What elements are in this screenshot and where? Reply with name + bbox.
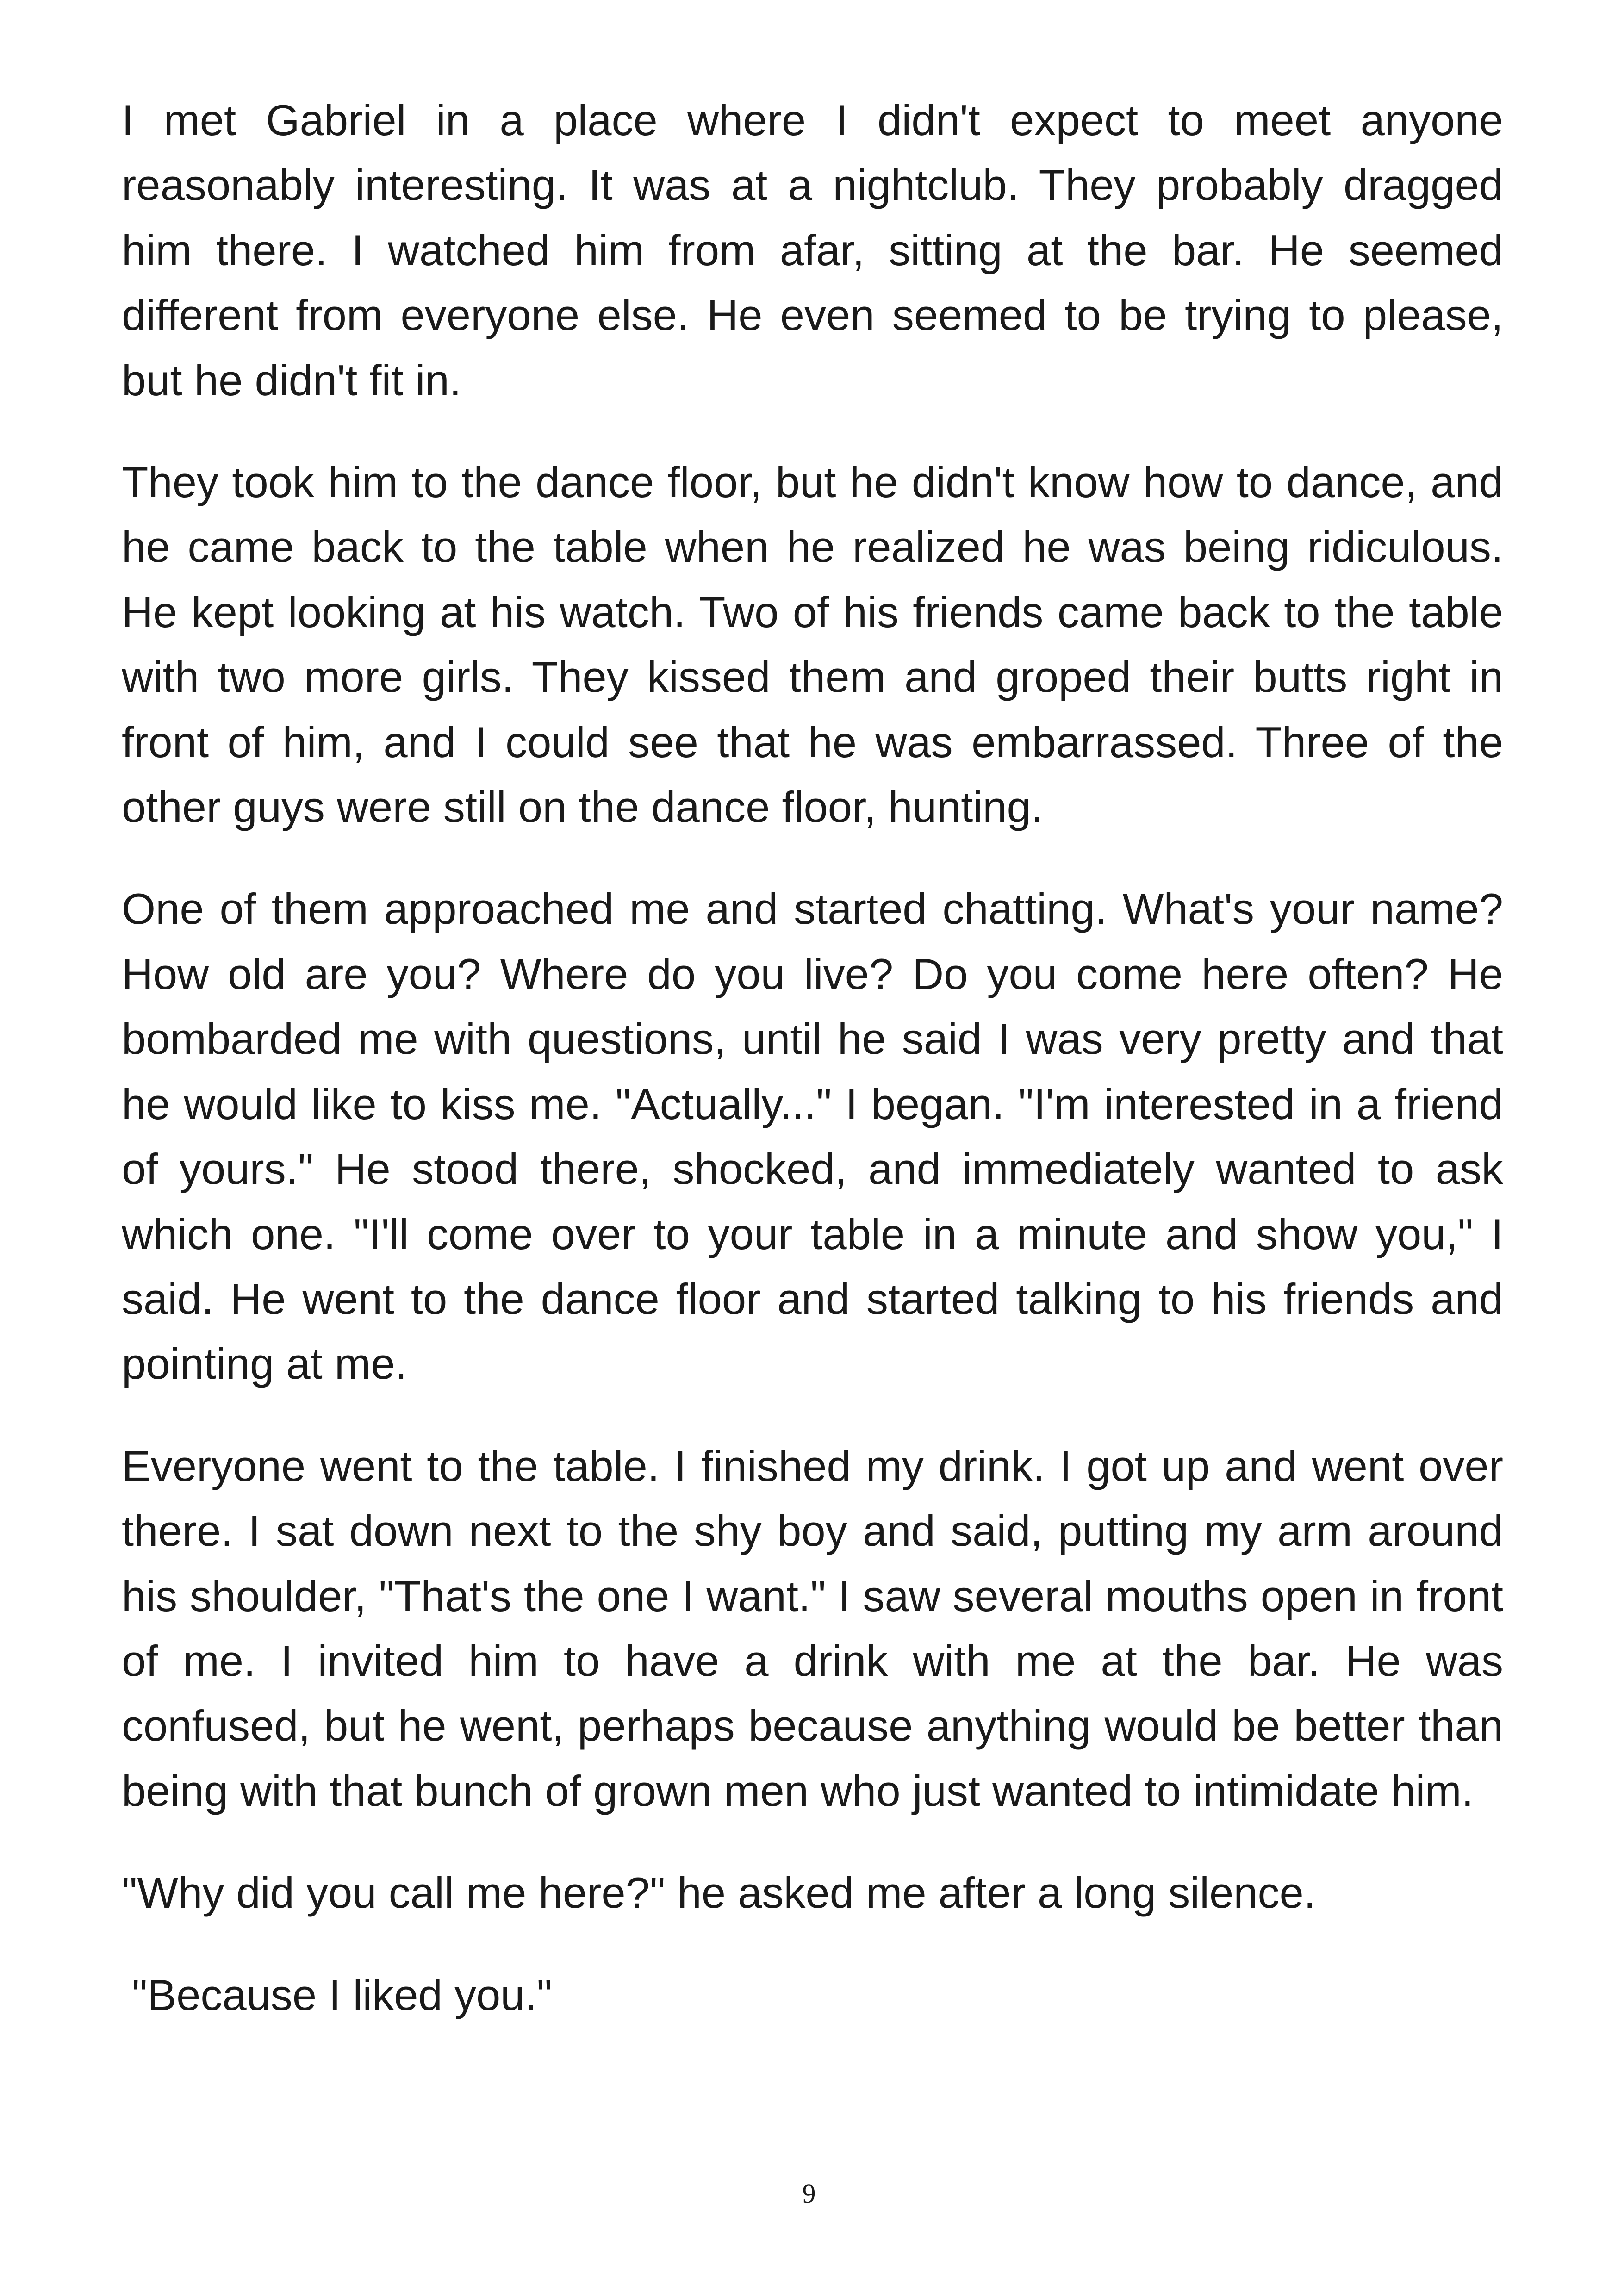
paragraph-2: They took him to the dance floor, but he didn't know how to dance, and he came back to the table when he realized he was being ridiculous. He kept looking at his watch. Two of his friends came back to the table with two more girls. They kissed them and groped their butts right in front of him, and I could see that he was embarrassed. Three of the other guys were still on the dance floor, hunting. [122, 458, 1503, 832]
dialogue-line-2: "Because I liked you." [132, 1970, 553, 2019]
paragraph-1: I met Gabriel in a place where I didn't expect to meet anyone reasonably interesting. It was at a nightclub. They probably dragged him there. I watched him from afar, sitting at the bar. He seemed different from everyone else. He even seemed to be trying to please, but he didn't fit in. [122, 96, 1503, 404]
body-text [122, 88, 1503, 2065]
paragraph-4: Everyone went to the table. I finished my drink. I got up and went over there. I sat down next to the shy boy and said, putting my arm around his shoulder, "That's the one I want." I saw several mouths open in front of me. I invited him to have a drink with me at the bar. He was confused, but he went, perhaps because anything would be better than being with that bunch of grown men who just wanted to intimidate him. [122, 1441, 1503, 1815]
dialogue-line-1: "Why did you call me here?" he asked me after a long silence. [122, 1868, 1316, 1917]
paragraph-3: One of them approached me and started chatting. What's your name? How old are you? Where do you live? Do you come here often? He bombarded me with questions, until he said I was very pretty and that he would like to kiss me. "Actually..." I began. "I'm interested in a friend of yours." He stood there, shocked, and immediately wanted to ask which one. "I'll come over to your table in a minute and show you," I said. He went to the dance floor and started talking to his friends and pointing at me. [122, 884, 1503, 1388]
page-number: 9 [802, 2178, 816, 2209]
